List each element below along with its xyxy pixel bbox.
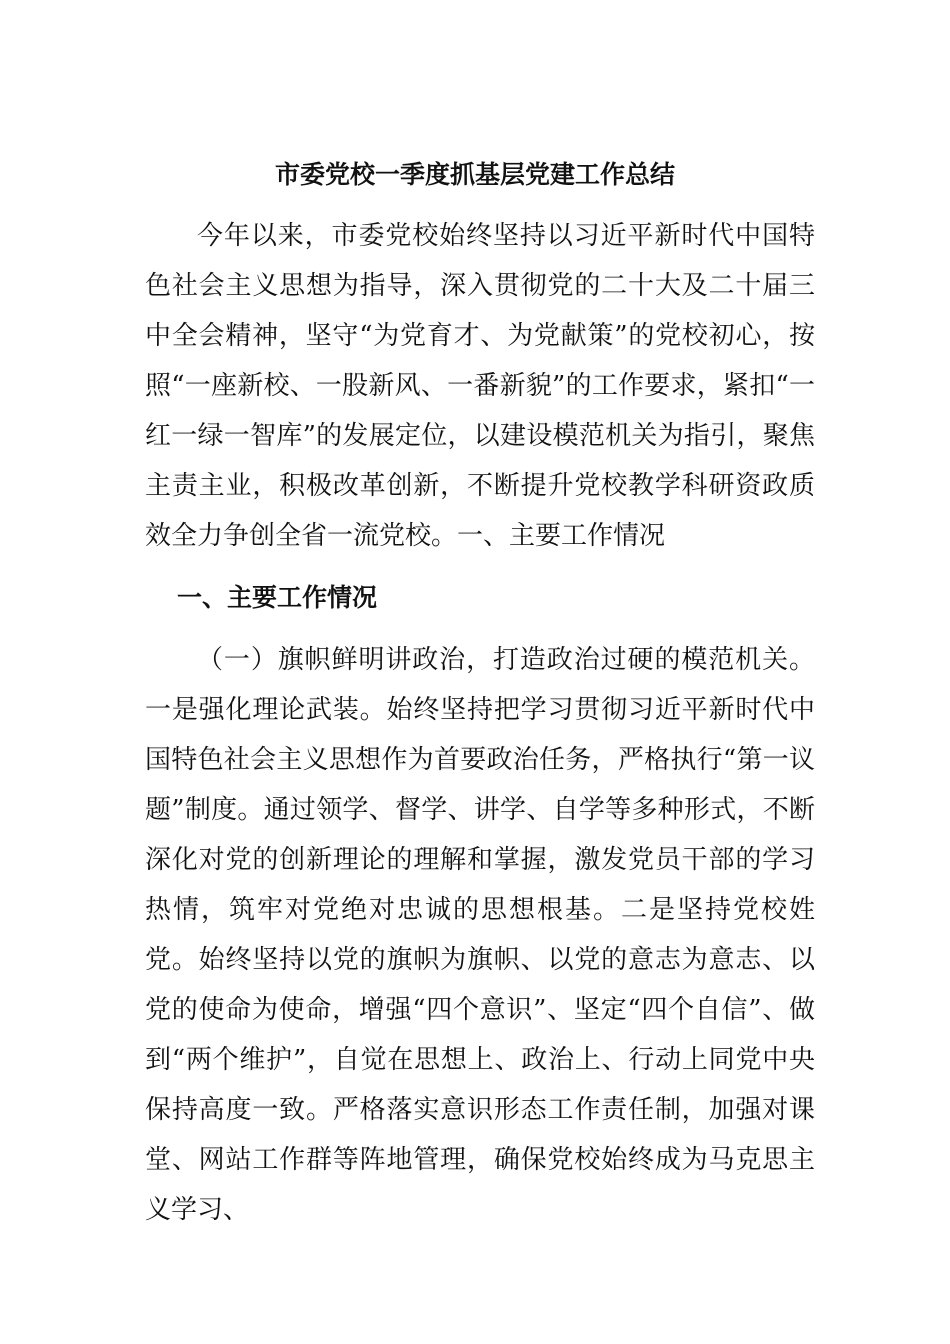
intro-paragraph: 今年以来，市委党校始终坚持以习近平新时代中国特色社会主义思想为指导，深入贯彻党的二十大及二十届三中全会精神，坚守“为党育才、为党献策”的党校初心，按照“一座新校、一股新风、一番新貌”的工作要求，紧扣“一红一绿一智库”的发展定位，以建设模范机关为指引，聚焦主责主业，积极改革创新，不断提升党校教学科研资政质效全力争创全省一流党校。一、主要工作情况 xyxy=(145,221,815,551)
section-paragraph: （一）旗帜鲜明讲政治，打造政治过硬的模范机关。一是强化理论武装。始终坚持把学习贯彻习近平新时代中国特色社会主义思想作为首要政治任务，严格执行“第一议题”制度。通过领学、督学、讲学、自学等多种形式，不断深化对党的创新理论的理解和掌握，激发党员干部的学习热情，筑牢对党绝对忠诚的思想根基。二是坚持党校姓党。始终坚持以党的旗帜为旗帜、以党的意志为意志、以党的使命为使命，增强“四个意识”、坚定“四个自信”、做到“两个维护”，自觉在思想上、政治上、行动上同党中央保持高度一致。严格落实意识形态工作责任制，加强对课堂、网站工作群等阵地管理，确保党校始终成为马克思主义学习、 xyxy=(145,645,815,1225)
section-heading: 一、主要工作情况 xyxy=(177,583,378,612)
document-title: 市委党校一季度抓基层党建工作总结 xyxy=(274,160,675,189)
